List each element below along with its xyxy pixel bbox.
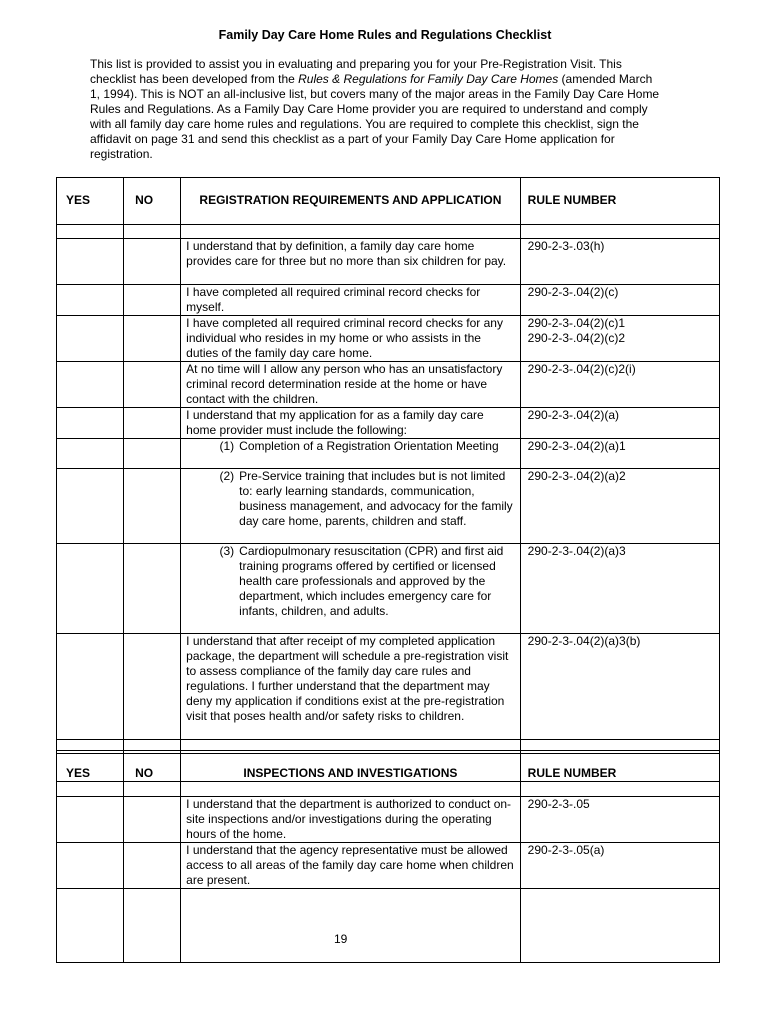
requirement-text: I understand that the agency representative must be allowed access to all areas of the family day care home when children are present. bbox=[181, 843, 521, 889]
item-number: (2) bbox=[219, 469, 235, 483]
requirement-item bbox=[181, 439, 521, 469]
rule-number: 290-2-3-.05(a) bbox=[520, 843, 719, 889]
header-yes: YES bbox=[57, 178, 124, 225]
requirement-text: I have completed all required criminal record checks for any individual who resides in my home or who assists in the duties of the family day care home. bbox=[181, 316, 521, 362]
rule-number-cell bbox=[520, 316, 719, 362]
rule-number: 290-2-3-.04(2)(a) bbox=[520, 408, 719, 439]
requirement-item bbox=[181, 544, 521, 634]
rule-number: 290-2-3-.04(2)(c)1 bbox=[527, 316, 626, 330]
requirement-text: I understand that by definition, a family day care home provides care for three but no more than six children for pay. bbox=[181, 239, 521, 285]
table-row bbox=[57, 544, 720, 634]
document-title: Family Day Care Home Rules and Regulations Checklist bbox=[218, 28, 552, 42]
header-rule-number: RULE NUMBER bbox=[520, 178, 719, 225]
table-row bbox=[57, 843, 720, 889]
yes-checkbox-cell[interactable] bbox=[57, 634, 124, 740]
intro-italic-title: Rules & Regulations for Family Day Care Homes bbox=[298, 72, 559, 86]
no-checkbox-cell[interactable] bbox=[124, 889, 181, 963]
table-row bbox=[57, 634, 720, 740]
rule-number: 290-2-3-.04(2)(a)1 bbox=[520, 439, 719, 469]
table-row bbox=[57, 239, 720, 285]
spacer-row bbox=[57, 225, 720, 239]
yes-checkbox-cell[interactable] bbox=[57, 408, 124, 439]
yes-checkbox-cell[interactable] bbox=[57, 439, 124, 469]
requirement-text: At no time will I allow any person who has an unsatisfactory criminal record determination reside at the home or have contact with the children. bbox=[181, 362, 521, 408]
header-requirements: REGISTRATION REQUIREMENTS AND APPLICATION bbox=[181, 178, 521, 225]
requirement-text: I understand that after receipt of my completed application package, the department will schedule a pre-registration visit to assess compliance of the family day care rules and regulations. I further understand that the department may deny my application if conditions exist at the pre-registration visit that poses health and/or safety risks to children. bbox=[181, 634, 521, 740]
header-rule-number: RULE NUMBER bbox=[520, 751, 719, 782]
yes-checkbox-cell[interactable] bbox=[57, 544, 124, 634]
yes-checkbox-cell[interactable] bbox=[57, 316, 124, 362]
no-checkbox-cell[interactable] bbox=[124, 843, 181, 889]
yes-checkbox-cell[interactable] bbox=[57, 469, 124, 544]
table-row bbox=[57, 285, 720, 316]
spacer-row bbox=[57, 782, 720, 797]
no-checkbox-cell[interactable] bbox=[124, 316, 181, 362]
item-number: (3) bbox=[219, 544, 235, 558]
requirement-text: Completion of a Registration Orientation Meeting bbox=[239, 439, 499, 453]
no-checkbox-cell[interactable] bbox=[124, 634, 181, 740]
header-yes: YES bbox=[57, 751, 124, 782]
no-checkbox-cell[interactable] bbox=[124, 408, 181, 439]
no-checkbox-cell[interactable] bbox=[124, 362, 181, 408]
requirement-text: I understand that my application for as a family day care home provider must include the following: bbox=[181, 408, 521, 439]
header-no: NO bbox=[124, 751, 181, 782]
rule-number: 290-2-3-.04(2)(a)3(b) bbox=[520, 634, 719, 740]
rule-number: 290-2-3-.03(h) bbox=[520, 239, 719, 285]
yes-checkbox-cell[interactable] bbox=[57, 797, 124, 843]
requirement-text: Cardiopulmonary resuscitation (CPR) and first aid training programs offered by certified or licensed health care professionals and approved by the department, which includes emergency care for infants, children, and adults. bbox=[239, 544, 504, 618]
yes-checkbox-cell[interactable] bbox=[57, 285, 124, 316]
table-row bbox=[57, 439, 720, 469]
requirement-text: I have completed all required criminal record checks for myself. bbox=[181, 285, 521, 316]
table-row bbox=[57, 408, 720, 439]
no-checkbox-cell[interactable] bbox=[124, 439, 181, 469]
intro-text-1: This list is provided to assist you in evaluating and preparing you for your Pre-Registration Visit. This checklist has been developed from the bbox=[90, 57, 622, 86]
rule-number: 290-2-3-.04(2)(a)2 bbox=[520, 469, 719, 544]
table-header-row bbox=[57, 751, 720, 782]
no-checkbox-cell[interactable] bbox=[124, 544, 181, 634]
requirement-text: I understand that the department is authorized to conduct on-site inspections and/or investigations during the operating hours of the home. bbox=[181, 797, 521, 843]
requirement-item bbox=[181, 469, 521, 544]
table-row bbox=[57, 362, 720, 408]
intro-text-2: (amended March 1, 1994). This is NOT an all-inclusive list, but covers many of the major areas in the Family Day Care Home Rules and Regulations. As a Family Day Care Home provider you are required to understand and comply with all family day care home rules and regulations. You are required to complete this checklist, sign the affidavit on page 31 and send this checklist as a part of your Family Day Care Home application for registration. bbox=[90, 72, 660, 161]
no-checkbox-cell[interactable] bbox=[124, 797, 181, 843]
item-number: (1) bbox=[219, 439, 235, 453]
no-checkbox-cell[interactable] bbox=[124, 285, 181, 316]
rule-number: 290-2-3-.05 bbox=[520, 797, 719, 843]
rule-number: 290-2-3-.04(2)(c)2(i) bbox=[520, 362, 719, 408]
table-row bbox=[57, 469, 720, 544]
header-inspections: INSPECTIONS AND INVESTIGATIONS bbox=[181, 751, 521, 782]
requirement-text: Pre-Service training that includes but is not limited to: early learning standards, communication, business management, and advocacy for the family day care home, parents, children and staff. bbox=[239, 469, 513, 528]
table-row bbox=[57, 889, 720, 963]
yes-checkbox-cell[interactable] bbox=[57, 239, 124, 285]
header-no: NO bbox=[124, 178, 181, 225]
no-checkbox-cell[interactable] bbox=[124, 239, 181, 285]
table-row bbox=[57, 797, 720, 843]
registration-table bbox=[56, 177, 720, 754]
rule-number: 290-2-3-.04(2)(a)3 bbox=[520, 544, 719, 634]
rule-number: 290-2-3-.04(2)(c) bbox=[520, 285, 719, 316]
inspections-table bbox=[56, 750, 720, 963]
yes-checkbox-cell[interactable] bbox=[57, 843, 124, 889]
yes-checkbox-cell[interactable] bbox=[57, 889, 124, 963]
no-checkbox-cell[interactable] bbox=[124, 469, 181, 544]
table-header-row bbox=[57, 178, 720, 225]
page-number: 19 bbox=[334, 932, 348, 946]
table-row bbox=[57, 316, 720, 362]
intro-paragraph bbox=[90, 57, 660, 162]
rule-number: 290-2-3-.04(2)(c)2 bbox=[527, 331, 626, 345]
yes-checkbox-cell[interactable] bbox=[57, 362, 124, 408]
